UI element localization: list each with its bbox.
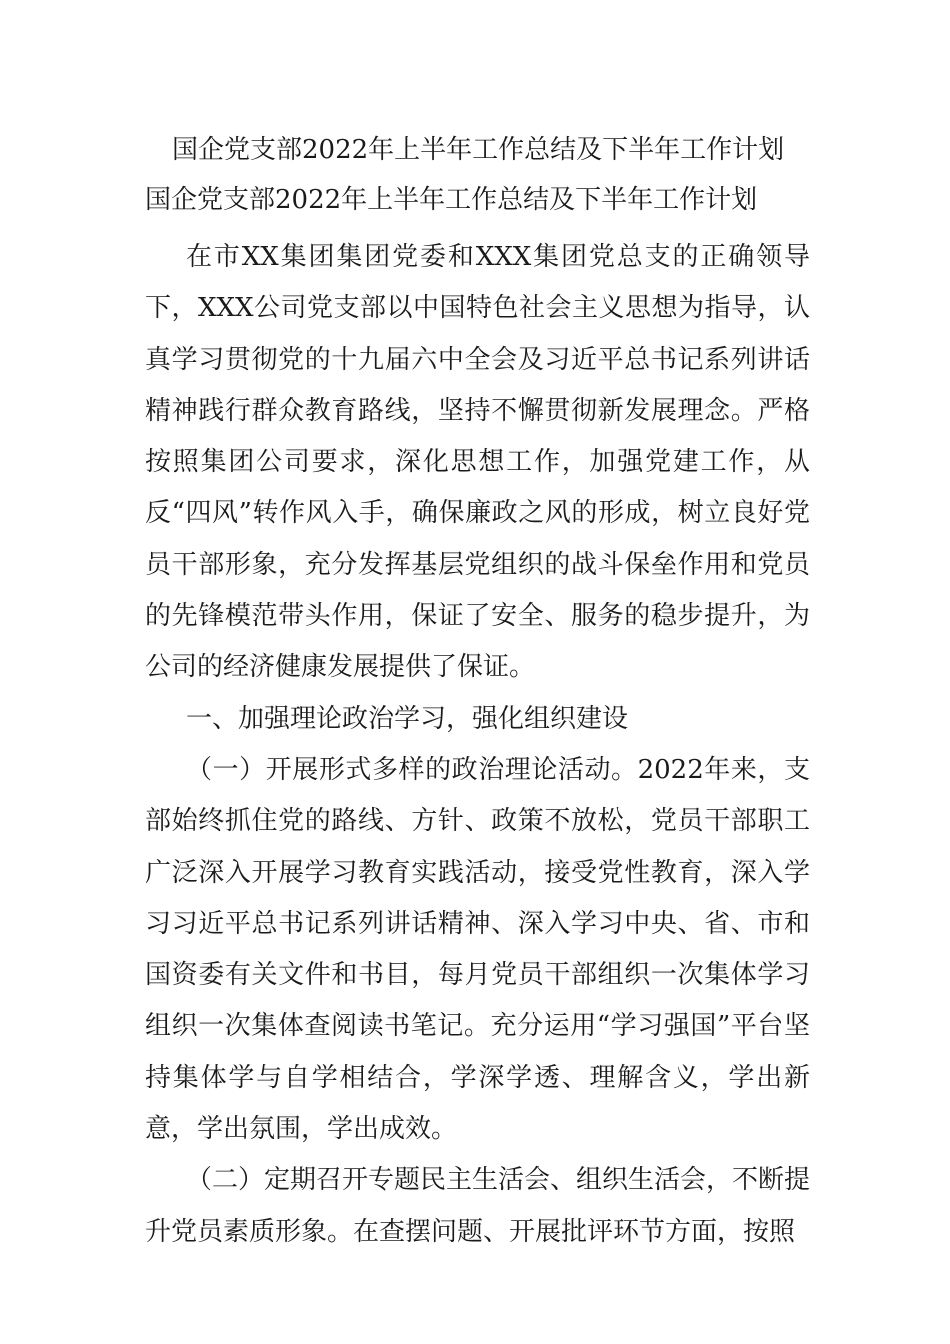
paragraph-section-1-1: （一）开展形式多样的政治理论活动。2022年来，支部始终抓住党的路线、方针、政策不放松，党员干部职工广泛深入开展学习教育实践活动，接受党性教育，深入学习习近平总书记系列讲话精神、深入学习中央、省、市和国资委有关文件和书目，每月党员干部组织一次集体学习组织一次集体查阅读书笔记。充分运用“学习强国”平台坚持集体学与自学相结合，学深学透、理解含义，学出新意，学出氛围，学出成效。 <box>145 754 810 1145</box>
paragraph-section-1-2: （二）定期召开专题民主生活会、组织生活会，不断提升党员素质形象。在查摆问题、开展批评环节方面，按照 <box>145 1165 811 1247</box>
document-subtitle: 国企党支部2022年上半年工作总结及下半年工作计划 <box>145 185 758 215</box>
document-body <box>145 232 810 1258</box>
section-heading-1: 一、加强理论政治学习，强化组织建设 <box>186 703 629 734</box>
document-title: 国企党支部2022年上半年工作总结及下半年工作计划 <box>172 135 785 165</box>
paragraph-intro: 在市XX集团集团党委和XXX集团党总支的正确领导下，XXX公司党支部以中国特色社会主义思想为指导，认真学习贯彻党的十九届六中全会及习近平总书记系列讲话精神践行群众教育路线，坚持不懈贯彻新发展理念。严格按照集团公司要求，深化思想工作，加强党建工作，从反“四风”转作风入手，确保廉政之风的形成，树立良好党员干部形象，充分发挥基层党组织的战斗保垒作用和党员的先锋模范带头作用，保证了安全、服务的稳步提升，为公司的经济健康发展提供了保证。 <box>145 242 810 683</box>
